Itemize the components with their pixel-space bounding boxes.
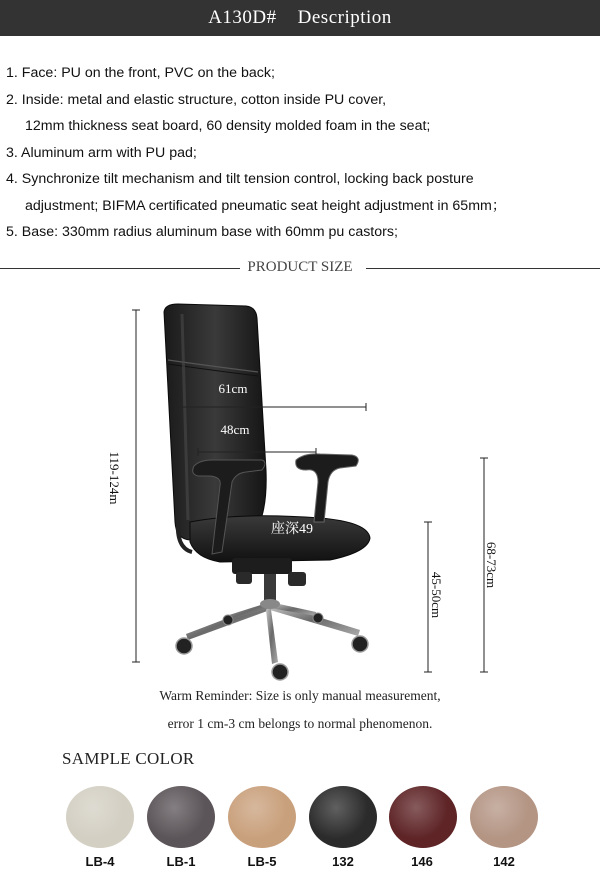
description-list xyxy=(6,60,596,246)
chair-image xyxy=(164,304,370,680)
swatch-label: 142 xyxy=(493,854,515,869)
dimension-label-back-width: 61cm xyxy=(218,381,248,396)
swatch-label: 132 xyxy=(332,854,354,869)
dimension-total-height xyxy=(107,310,140,662)
swatch-lb-5[interactable] xyxy=(228,786,296,848)
swatch-label: LB-1 xyxy=(166,854,196,869)
header-bar xyxy=(0,0,600,36)
description-line: 2. Inside: metal and elastic structure, cotton inside PU cover, xyxy=(6,91,387,108)
description-line: 1. Face: PU on the front, PVC on the back; xyxy=(6,65,275,81)
swatch-label: LB-4 xyxy=(85,854,115,869)
dimension-label-seat-height: 45-50cm xyxy=(429,571,444,619)
sample-color-title: SAMPLE COLOR xyxy=(62,749,195,768)
swatch-label: LB-5 xyxy=(247,854,277,869)
description-line: adjustment; BIFMA certificated pneumatic seat height adjustment in 65mm； xyxy=(25,197,507,214)
swatch-146[interactable] xyxy=(389,786,457,848)
description-line: 4. Synchronize tilt mechanism and tilt tension control, locking back posture xyxy=(6,171,474,187)
chair-dimension-drawing xyxy=(0,290,600,690)
product-size-divider xyxy=(0,258,600,278)
description-line: 12mm thickness seat board, 60 density molded foam in the seat; xyxy=(25,118,431,134)
swatch-lb-4[interactable] xyxy=(66,786,134,848)
section-title: PRODUCT SIZE xyxy=(247,259,353,275)
dimension-arm-height xyxy=(480,458,499,672)
swatch-132[interactable] xyxy=(309,786,377,848)
dimension-label-total-height: 119-124m xyxy=(107,451,122,505)
description-line: 5. Base: 330mm radius aluminum base with 60mm pu castors; xyxy=(6,224,398,240)
swatch-label: 146 xyxy=(411,854,433,869)
description-line: 3. Aluminum arm with PU pad; xyxy=(6,144,197,161)
reminder-line-2: error 1 cm-3 cm belongs to normal phenomenon. xyxy=(167,716,433,731)
reminder-line-1: Warm Reminder: Size is only manual measurement, xyxy=(159,688,441,703)
dimension-seat-height xyxy=(424,522,444,672)
swatch-list xyxy=(0,786,600,876)
page-title: A130D# Description xyxy=(208,7,392,28)
dimension-label-seat-depth: 座深49 xyxy=(271,522,313,537)
swatch-142[interactable] xyxy=(470,786,538,848)
product-figure xyxy=(0,290,600,690)
dimension-label-seat-width: 48cm xyxy=(220,422,250,437)
swatch-lb-1[interactable] xyxy=(147,786,215,848)
dimension-label-arm-height: 68-73cm xyxy=(484,541,499,589)
